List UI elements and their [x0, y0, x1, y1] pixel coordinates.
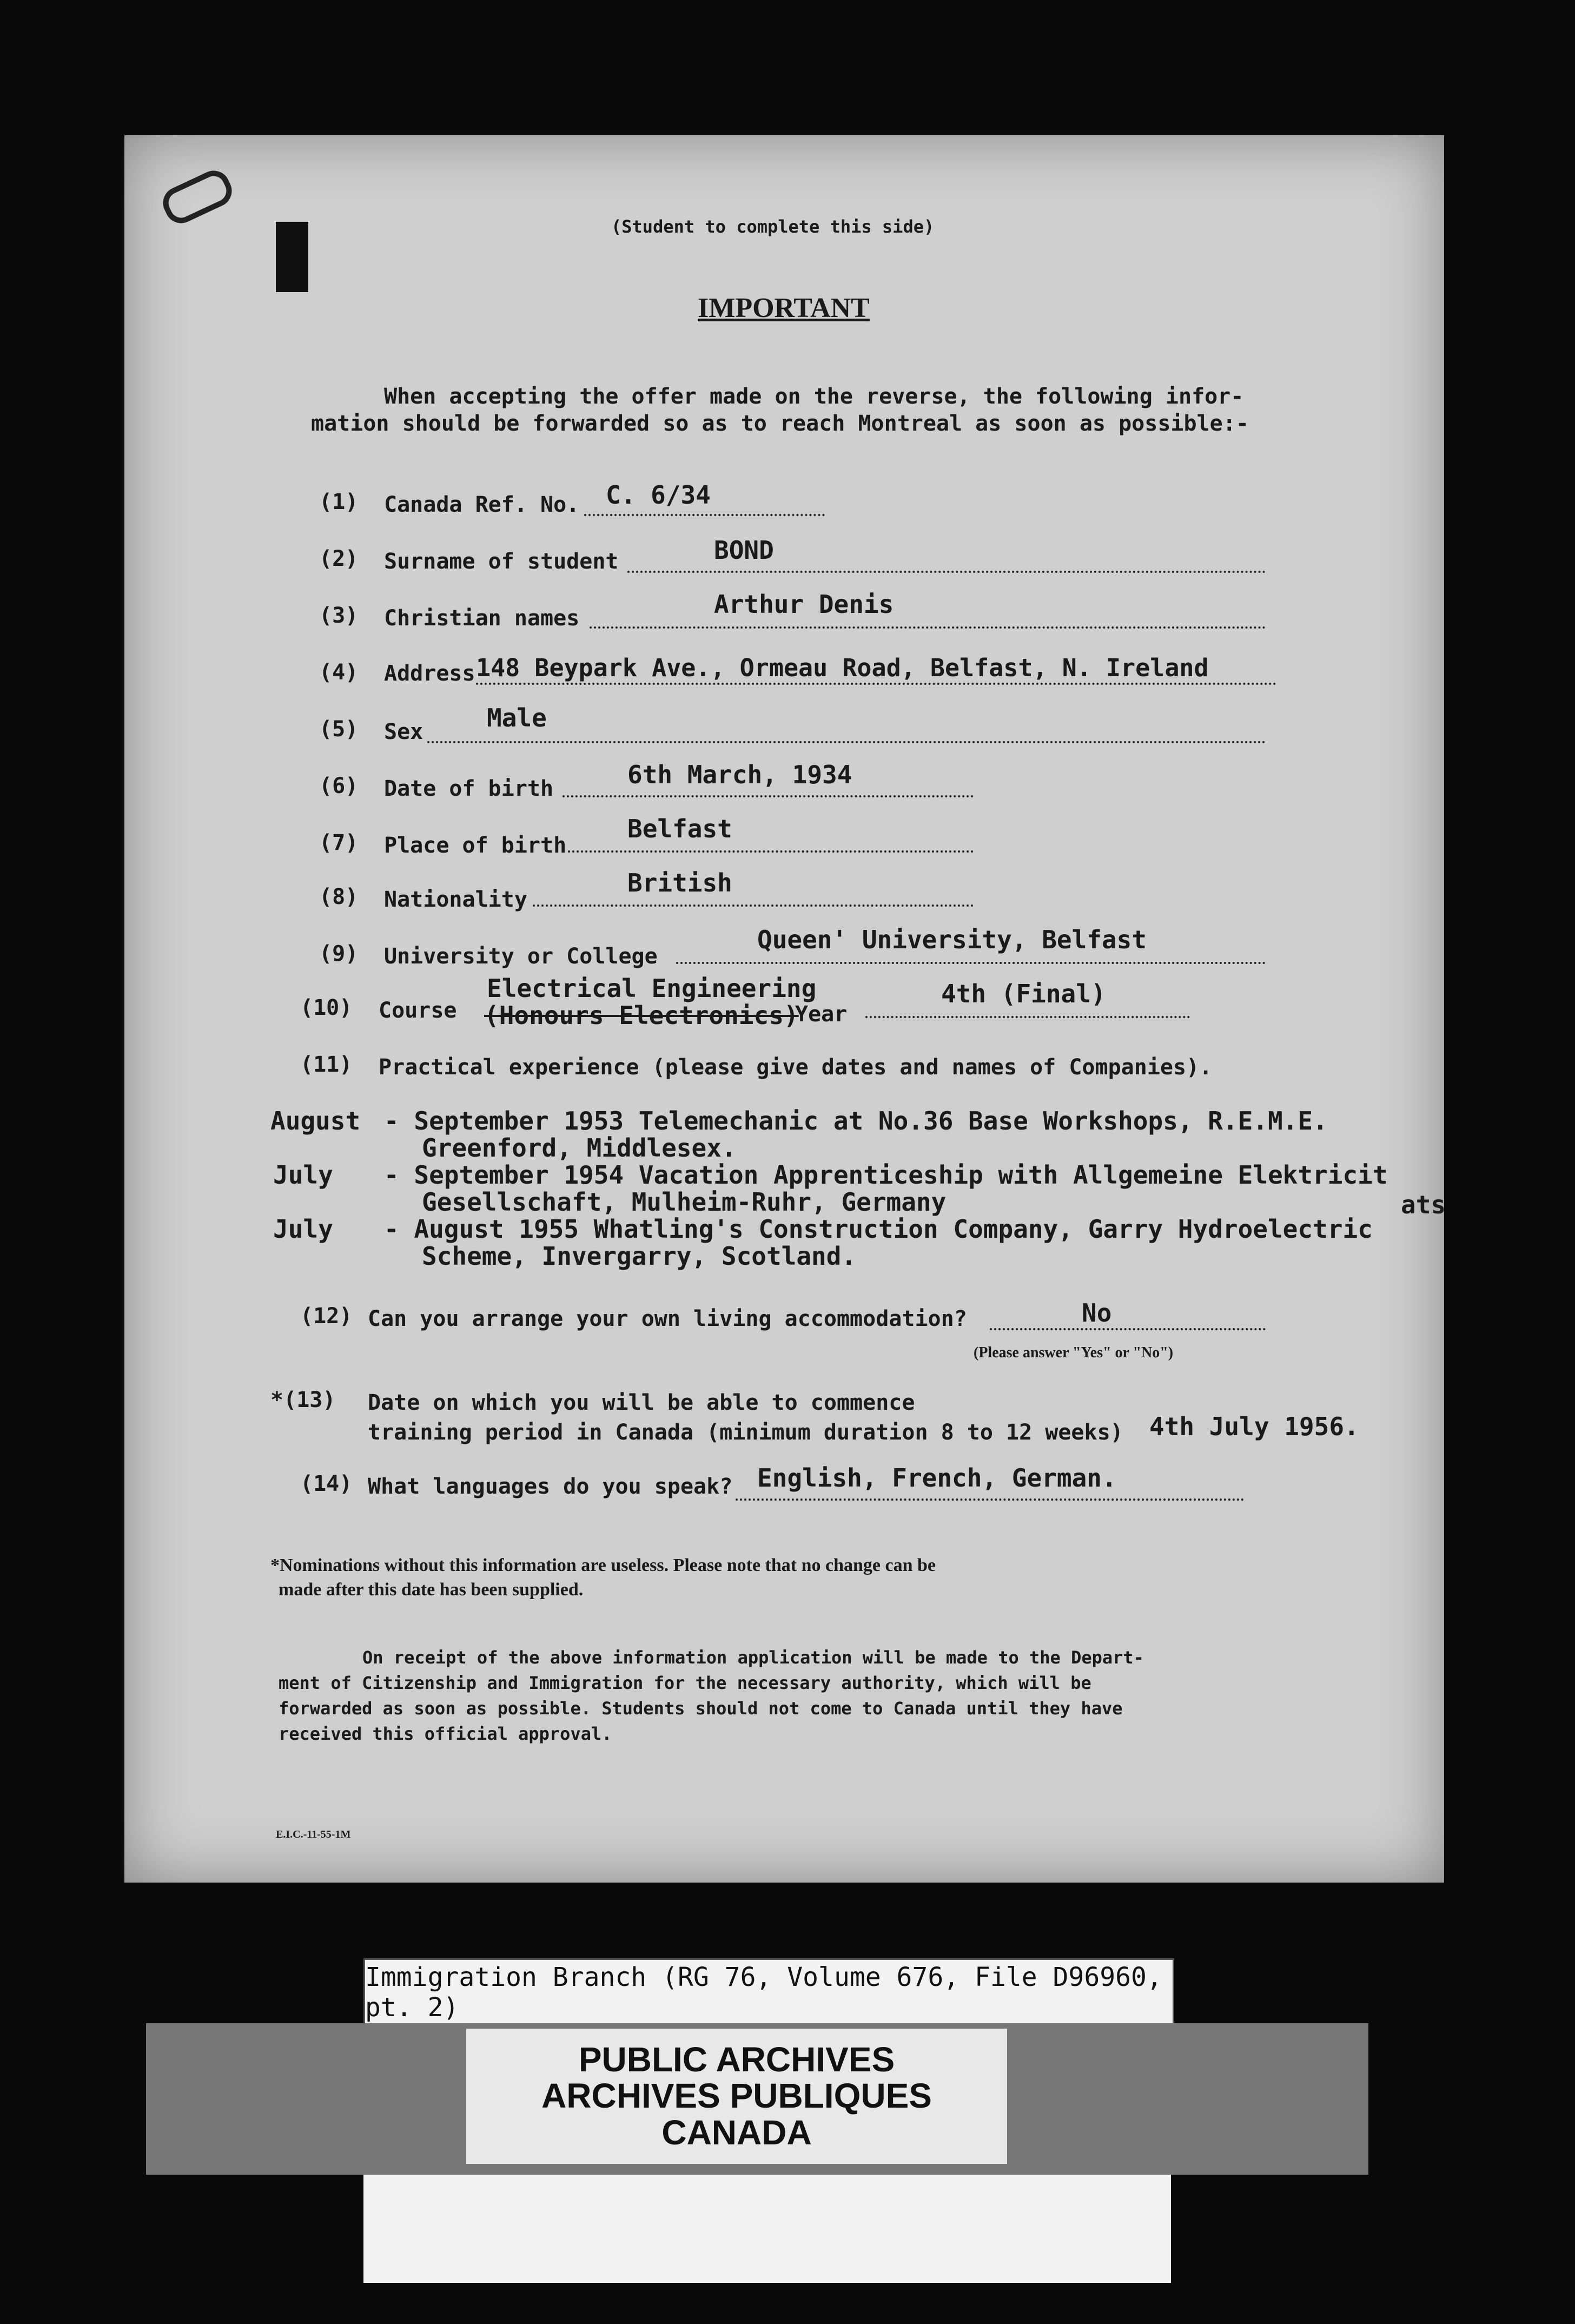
field-number: *(13): [270, 1388, 336, 1412]
receipt-line: received this official approval.: [279, 1724, 612, 1744]
experience-month: August: [270, 1106, 361, 1135]
nationality-value: British: [627, 868, 732, 897]
address-value: 148 Beypark Ave., Ormeau Road, Belfast, N. Ireland: [476, 653, 1209, 682]
field-number: (6): [319, 774, 359, 798]
student-instruction: (Student to complete this side): [611, 216, 935, 237]
field-number: (9): [319, 941, 359, 966]
field-number: (10): [300, 995, 353, 1020]
receipt-line: ment of Citizenship and Immigration for the necessary authority, which will be: [279, 1673, 1091, 1693]
experience-line: - September 1953 Telemechanic at No.36 Base Workshops, R.E.M.E.: [384, 1106, 1328, 1135]
archive-reference-text: Immigration Branch (RG 76, Volume 676, File D96960, pt. 2): [365, 1962, 1162, 2023]
answer-note: (Please answer "Yes" or "No"): [974, 1344, 1174, 1361]
field-label: Sex: [384, 719, 423, 744]
commence-date-value: 4th July 1956.: [1149, 1412, 1359, 1441]
field-label: Surname of student: [384, 549, 619, 574]
experience-month: July: [273, 1214, 333, 1244]
field-label: Date of birth: [384, 776, 554, 801]
field-label: Nationality: [384, 887, 527, 912]
surname-value: BOND: [714, 536, 774, 565]
field-label: University or College: [384, 944, 658, 969]
field-label: Address: [384, 661, 475, 686]
field-label: Can you arrange your own living accommodation?: [368, 1306, 967, 1331]
field-label: training period in Canada (minimum duration 8 to 12 weeks): [368, 1420, 1123, 1445]
accommodation-value: No: [1082, 1298, 1112, 1328]
field-number: (8): [319, 884, 359, 909]
field-number: (2): [319, 546, 359, 571]
field-number: (11): [300, 1052, 353, 1077]
year-label: Year: [795, 1002, 848, 1027]
date-of-birth-value: 6th March, 1934: [627, 760, 852, 789]
experience-line: - September 1954 Vacation Apprenticeship with Allgemeine Elektricit: [384, 1160, 1388, 1190]
experience-month: July: [273, 1160, 333, 1190]
canada-ref-value: C. 6/34: [606, 480, 711, 510]
sex-value: Male: [487, 703, 547, 732]
staple-mark: [276, 222, 308, 292]
field-label: Date on which you will be able to commence: [368, 1390, 915, 1415]
field-label: What languages do you speak?: [368, 1474, 733, 1499]
languages-value: English, French, German.: [757, 1463, 1117, 1493]
stamp-line-1: PUBLIC ARCHIVES: [578, 2040, 895, 2079]
form-code: E.I.C.-11-55-1M: [276, 1828, 351, 1840]
field-number: (12): [300, 1304, 353, 1329]
field-number: (7): [319, 830, 359, 855]
christian-names-value: Arthur Denis: [714, 590, 894, 619]
experience-line: - August 1955 Whatling's Construction Company, Garry Hydroelectric: [384, 1214, 1373, 1244]
field-label: Place of birth: [384, 833, 567, 858]
field-number: (3): [319, 603, 359, 628]
experience-line: Scheme, Invergarry, Scotland.: [422, 1242, 857, 1271]
field-number: (1): [319, 490, 359, 514]
receipt-line: On receipt of the above information application will be made to the Depart-: [362, 1647, 1144, 1668]
experience-line: Greenford, Middlesex.: [422, 1133, 737, 1163]
field-label: Course: [379, 998, 457, 1023]
course-value: Electrical Engineering: [487, 974, 817, 1003]
field-label: Christian names: [384, 606, 580, 631]
place-of-birth-value: Belfast: [627, 814, 732, 843]
field-label: Canada Ref. No.: [384, 492, 580, 517]
page-title: IMPORTANT: [698, 293, 870, 323]
label-bottom-strip: [363, 2175, 1171, 2283]
receipt-line: forwarded as soon as possible. Students should not come to Canada until they have: [279, 1698, 1123, 1719]
stamp-line-2: ARCHIVES PUBLIQUES: [541, 2076, 932, 2116]
university-value: Queen' University, Belfast: [757, 925, 1147, 954]
field-label: Practical experience (please give dates and names of Companies).: [379, 1055, 1213, 1080]
archive-reference-label: [363, 1958, 1174, 2026]
field-number: (5): [319, 717, 359, 742]
experience-line-continuation: ats: [1401, 1190, 1446, 1219]
archive-stamp: [466, 2029, 1007, 2164]
intro-line-1: When accepting the offer made on the reverse, the following infor-: [384, 384, 1244, 409]
field-number: (14): [300, 1471, 353, 1496]
course-honours-value: (Honours Electronics): [484, 1001, 799, 1030]
footnote-line-1: *Nominations without this information are useless. Please note that no change can be: [270, 1555, 936, 1575]
experience-line: Gesellschaft, Mulheim-Ruhr, Germany: [422, 1187, 947, 1217]
footnote-line-2: made after this date has been supplied.: [279, 1580, 584, 1600]
intro-line-2: mation should be forwarded so as to reach Montreal as soon as possible:-: [311, 411, 1249, 436]
stamp-line-3: CANADA: [661, 2112, 812, 2152]
field-number: (4): [319, 660, 359, 685]
year-value: 4th (Final): [941, 979, 1106, 1008]
